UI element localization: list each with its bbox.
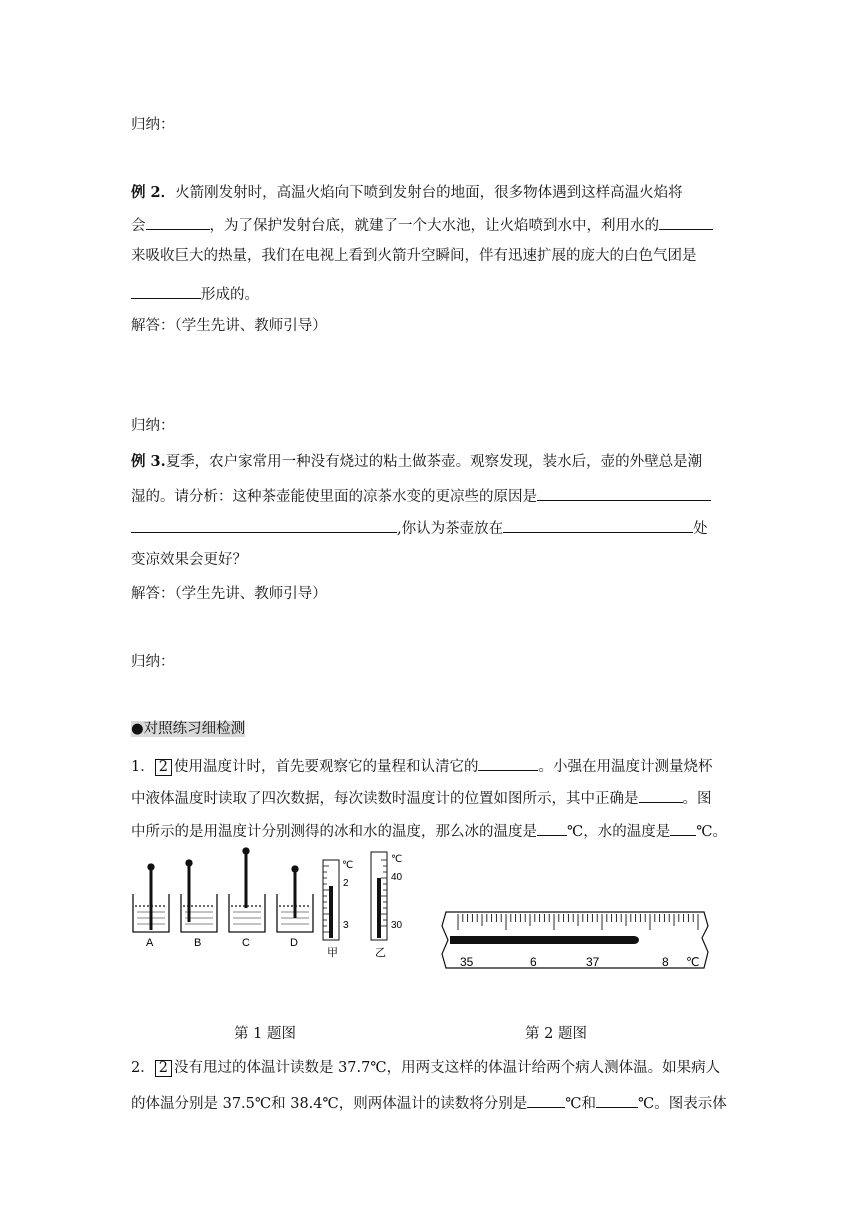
scale-label: 6 xyxy=(530,955,537,969)
blank-field[interactable] xyxy=(670,820,696,836)
question-1-line-3: 中所示的是用温度计分别测得的冰和水的温度，那么冰的温度是 ℃，水的温度是 ℃。 xyxy=(131,820,727,842)
figure-2-clinical-thermometer xyxy=(436,906,716,978)
difficulty-badge: 2 xyxy=(155,759,172,776)
thermometer-jia-unit: ℃ xyxy=(342,860,354,871)
example-3-line-1: 例 3.夏季，农户家常用一种没有烧过的粘土做茶壶。观察发现，装水后，壶的外壁总是潮 xyxy=(131,453,703,470)
blank-field[interactable] xyxy=(596,1092,638,1108)
scale-label: 35 xyxy=(460,955,474,969)
beaker-label: B xyxy=(194,937,202,949)
example-2-label: 例 2． xyxy=(131,184,176,201)
practice-heading: ●对照练习细检测 xyxy=(131,721,246,737)
example-3-line-4: 变凉效果会更好？ xyxy=(131,552,247,568)
question-1-line-2: 中液体温度时读取了四次数据，每次读数时温度计的位置如图所示，其中正确是 。图 xyxy=(131,787,712,809)
thermometer-jia-label: 甲 xyxy=(327,947,338,959)
summary-label-2: 归纳： xyxy=(131,418,175,434)
thermometer-yi-unit: ℃ xyxy=(391,854,403,865)
scale-label: 37 xyxy=(586,955,600,969)
thermometer-yi-bottom: 30 xyxy=(391,920,403,931)
figure-2-caption: 第 2 题图 xyxy=(525,1026,587,1042)
example-2-line-3: 来吸收巨大的热量，我们在电视上看到火箭升空瞬间，伴有迅速扩展的庞大的白色气团是 xyxy=(131,248,697,264)
example-2-line-1: 例 2．火箭刚发射时，高温火焰向下喷到发射台的地面，很多物体遇到这样高温火焰将 xyxy=(131,184,683,201)
blank-field[interactable] xyxy=(639,787,683,803)
example-2-line-4: 形成的。 xyxy=(131,283,259,305)
blank-field[interactable] xyxy=(527,1092,565,1108)
example-2-answer: 解答：（学生先讲、教师引导） xyxy=(131,318,327,334)
difficulty-badge: 2 xyxy=(155,1060,172,1077)
blank-field[interactable] xyxy=(131,283,201,299)
example-3-line-2: 湿的。请分析：这种茶壶能使里面的凉茶水变的更凉些的原因是 xyxy=(131,485,711,507)
summary-label-1: 归纳： xyxy=(131,117,175,133)
thermometer-yi-label: 乙 xyxy=(375,947,386,959)
summary-label-3: 归纳： xyxy=(131,654,175,670)
question-2-line-1: 2． 2 没有甩过的体温计读数是 37.7℃，用两支这样的体温计给两个病人测体温。如果病人 xyxy=(131,1060,721,1076)
blank-field[interactable] xyxy=(503,517,693,533)
beaker-label: D xyxy=(290,937,298,949)
scale-unit: ℃ xyxy=(686,955,700,969)
question-2-line-2: 的体温分别是 37.5℃和 38.4℃，则两体温计的读数将分别是 ℃和 ℃。图表示体 xyxy=(131,1092,727,1114)
thermometer-jia-bottom: 3 xyxy=(343,920,349,931)
blank-field[interactable] xyxy=(131,517,397,533)
example-2-line-2: 会 ，为了保护发射台底，就建了一个大水池，让火焰喷到水中，利用水的 xyxy=(131,214,713,236)
figure-1-beakers xyxy=(125,846,425,962)
figure-1-caption: 第 1 题图 xyxy=(234,1026,296,1042)
beaker-label: A xyxy=(146,937,154,949)
thermometer-yi-top: 40 xyxy=(391,872,403,883)
scale-label: 8 xyxy=(662,955,669,969)
blank-field[interactable] xyxy=(478,755,538,771)
example-3-label: 例 3. xyxy=(131,453,166,470)
beaker-label: C xyxy=(242,937,250,949)
blank-field[interactable] xyxy=(659,214,713,230)
question-1-line-1: 1． 2 使用温度计时，首先要观察它的量程和认清它的 。小强在用温度计测量烧杯 xyxy=(131,755,712,777)
thermometer-jia-top: 2 xyxy=(343,878,349,889)
blank-field[interactable] xyxy=(146,214,210,230)
example-3-line-3: ,你认为茶壶放在 处 xyxy=(131,517,708,539)
blank-field[interactable] xyxy=(537,485,711,501)
blank-field[interactable] xyxy=(537,820,567,836)
example-3-answer: 解答：（学生先讲、教师引导） xyxy=(131,586,327,602)
